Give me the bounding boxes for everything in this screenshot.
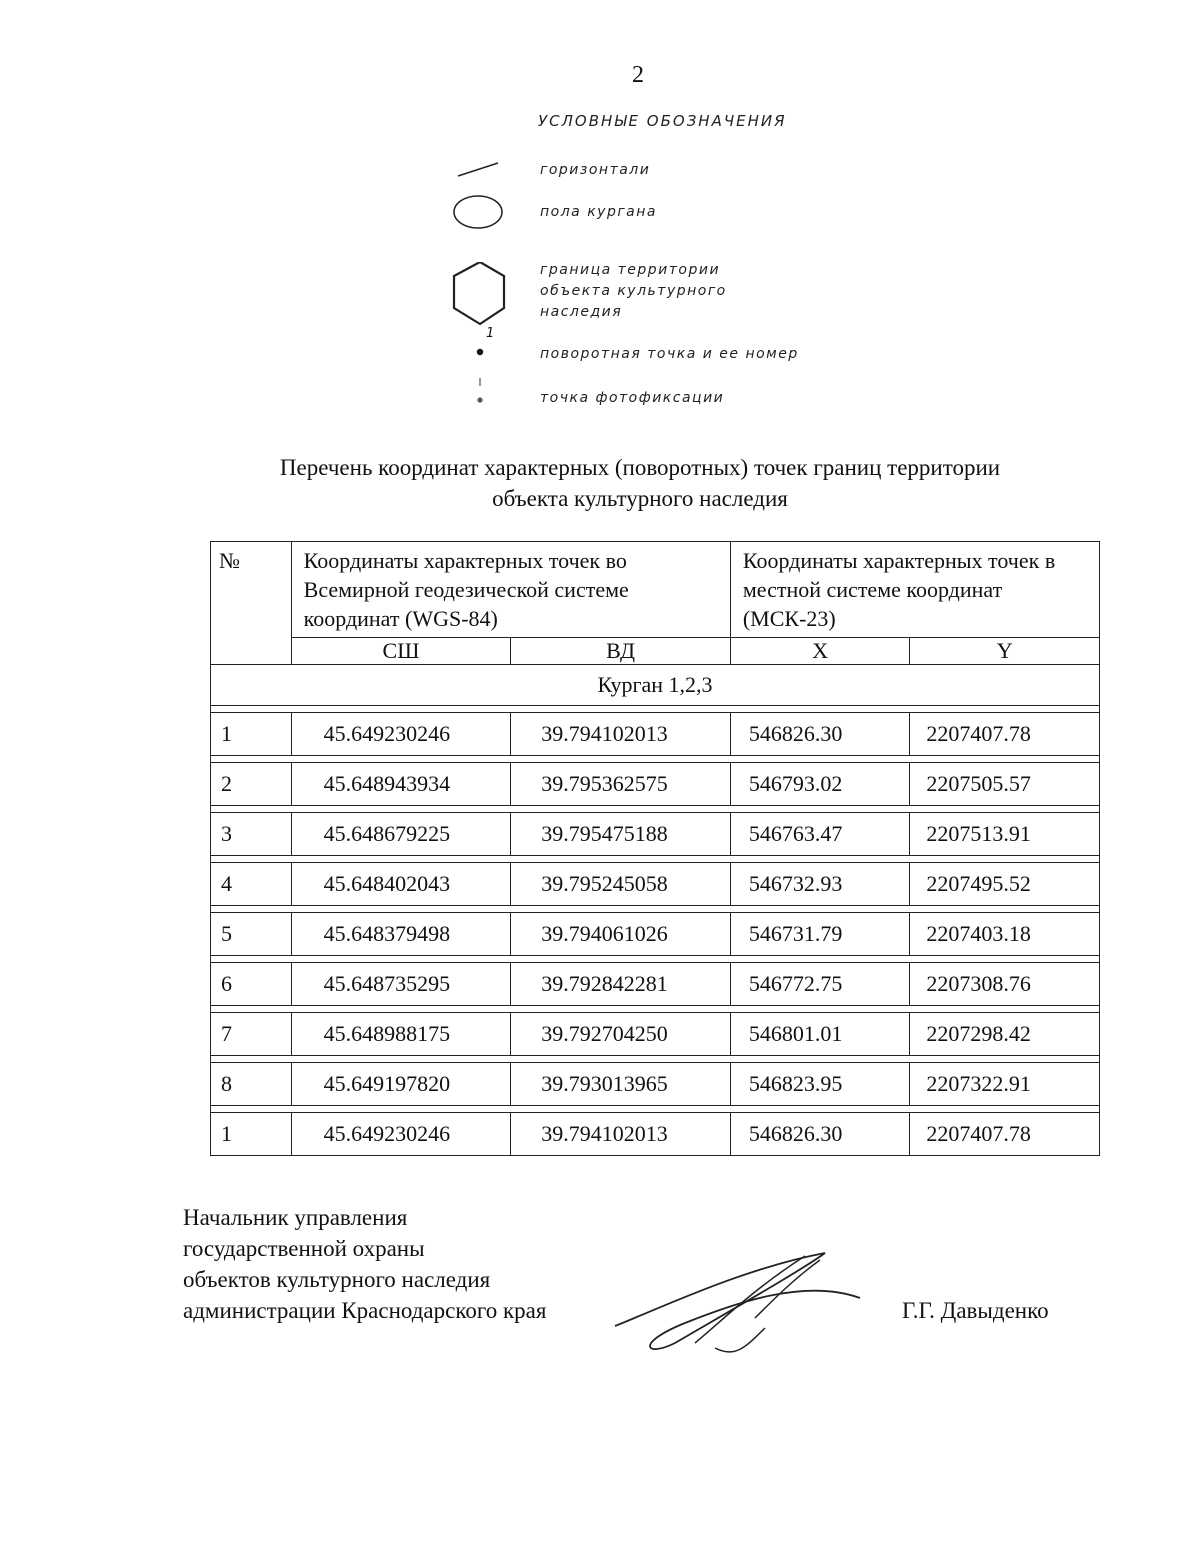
lon-cell: 39.794102013 <box>511 1113 731 1156</box>
lat-cell: 45.648988175 <box>291 1013 511 1056</box>
row-spacer <box>211 1056 1100 1063</box>
lon-cell: 39.794102013 <box>511 713 731 756</box>
y-cell: 2207407.78 <box>910 713 1100 756</box>
photo-point-icon <box>440 374 520 454</box>
row-spacer <box>211 706 1100 713</box>
table-row <box>211 763 1100 806</box>
point-number: 7 <box>211 1013 292 1056</box>
lat-cell: 45.648402043 <box>291 863 511 906</box>
signature-title-line-3: объектов культурного наследия <box>183 1267 491 1292</box>
subheader-lat: СШ <box>291 638 511 665</box>
table-row <box>211 713 1100 756</box>
table-row <box>211 813 1100 856</box>
x-cell: 546801.01 <box>730 1013 910 1056</box>
header-msk23: Координаты характерных точек в местной системе координат (МСК-23) <box>730 542 1099 638</box>
x-cell: 546793.02 <box>730 763 910 806</box>
turning-point-number: 1 <box>486 326 495 341</box>
y-cell: 2207322.91 <box>910 1063 1100 1106</box>
header-wgs84: Координаты характерных точек во Всемирной геодезической системе координат (WGS-84) <box>291 542 730 638</box>
signature-title-line-1: Начальник управления <box>183 1205 408 1230</box>
legend-label-mound: пола кургана <box>540 204 657 220</box>
row-spacer <box>211 806 1100 813</box>
table-row <box>211 1113 1100 1156</box>
table-header-row <box>211 542 1100 638</box>
lon-cell: 39.792704250 <box>511 1013 731 1056</box>
lon-cell: 39.794061026 <box>511 913 731 956</box>
lat-cell: 45.649230246 <box>291 713 511 756</box>
subheader-lon: ВД <box>511 638 731 665</box>
y-cell: 2207298.42 <box>910 1013 1100 1056</box>
y-cell: 2207407.78 <box>910 1113 1100 1156</box>
x-cell: 546731.79 <box>730 913 910 956</box>
legend-label-turning-point: поворотная точка и ее номер <box>540 346 799 362</box>
subheader-y: Y <box>910 638 1100 665</box>
table-subheader-row <box>211 638 1100 665</box>
point-number: 1 <box>211 1113 292 1156</box>
legend-label-boundary: граница территории объекта культурного наследия <box>540 262 727 320</box>
y-cell: 2207308.76 <box>910 963 1100 1006</box>
y-cell: 2207505.57 <box>910 763 1100 806</box>
lon-cell: 39.793013965 <box>511 1063 731 1106</box>
legend-title: УСЛОВНЫЕ ОБОЗНАЧЕНИЯ <box>538 112 787 130</box>
x-cell: 546826.30 <box>730 713 910 756</box>
handwritten-signature <box>605 1248 870 1358</box>
lat-cell: 45.649197820 <box>291 1063 511 1106</box>
page-number: 2 <box>632 62 644 88</box>
table-heading <box>160 452 1120 514</box>
point-number: 6 <box>211 963 292 1006</box>
table-row <box>211 963 1100 1006</box>
header-number: № <box>211 542 292 665</box>
legend-label-contour: горизонтали <box>540 162 651 178</box>
lat-cell: 45.648943934 <box>291 763 511 806</box>
x-cell: 546732.93 <box>730 863 910 906</box>
row-spacer <box>211 856 1100 863</box>
legend-label-photo-point: точка фотофиксации <box>540 390 725 406</box>
lat-cell: 45.648379498 <box>291 913 511 956</box>
point-number: 1 <box>211 713 292 756</box>
lon-cell: 39.795362575 <box>511 763 731 806</box>
table-row <box>211 863 1100 906</box>
x-cell: 546763.47 <box>730 813 910 856</box>
y-cell: 2207513.91 <box>910 813 1100 856</box>
x-cell: 546826.30 <box>730 1113 910 1156</box>
point-number: 4 <box>211 863 292 906</box>
y-cell: 2207403.18 <box>910 913 1100 956</box>
row-spacer <box>211 906 1100 913</box>
y-cell: 2207495.52 <box>910 863 1100 906</box>
row-spacer <box>211 956 1100 963</box>
heading-line-1: Перечень координат характерных (поворотных) точек границ территории <box>279 455 1001 480</box>
x-cell: 546823.95 <box>730 1063 910 1106</box>
lat-cell: 45.648735295 <box>291 963 511 1006</box>
signer-name: Г.Г. Давыденко <box>902 1298 1049 1323</box>
lon-cell: 39.795475188 <box>511 813 731 856</box>
x-cell: 546772.75 <box>730 963 910 1006</box>
row-spacer <box>211 1006 1100 1013</box>
point-number: 8 <box>211 1063 292 1106</box>
coordinates-table <box>210 541 1100 1156</box>
lat-cell: 45.649230246 <box>291 1113 511 1156</box>
point-number: 5 <box>211 913 292 956</box>
point-number: 2 <box>211 763 292 806</box>
heading-line-2: объекта культурного наследия <box>492 486 788 511</box>
lat-cell: 45.648679225 <box>291 813 511 856</box>
table-row <box>211 1063 1100 1106</box>
row-spacer <box>211 1106 1100 1113</box>
table-row <box>211 1013 1100 1056</box>
group-row <box>211 665 1100 706</box>
lon-cell: 39.795245058 <box>511 863 731 906</box>
group-label: Курган 1,2,3 <box>211 665 1100 706</box>
table-row <box>211 913 1100 956</box>
signature-title-line-4: администрации Краснодарского края <box>183 1298 547 1323</box>
point-number: 3 <box>211 813 292 856</box>
signature-title-line-2: государственной охраны <box>183 1236 425 1261</box>
lon-cell: 39.792842281 <box>511 963 731 1006</box>
subheader-x: X <box>730 638 910 665</box>
row-spacer <box>211 756 1100 763</box>
signature-block <box>183 1202 546 1326</box>
